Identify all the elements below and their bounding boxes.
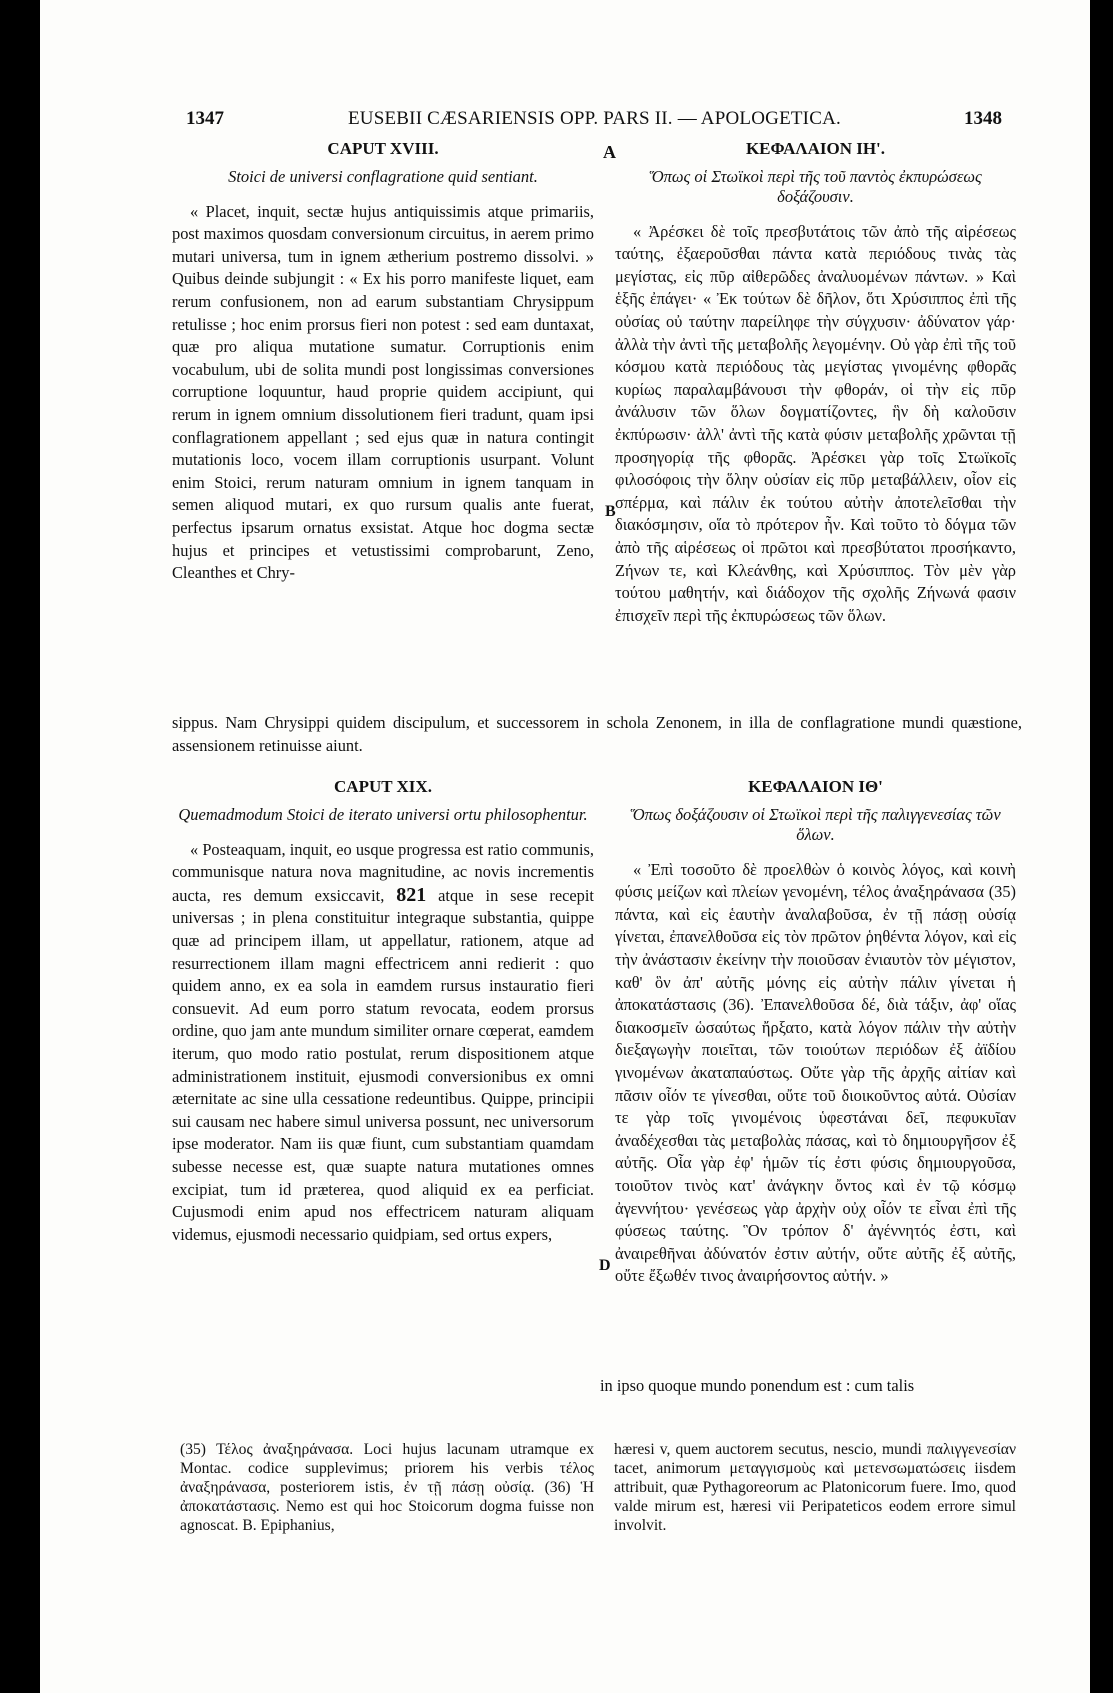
page-mark: 821 — [396, 883, 427, 906]
margin-marker-a: A — [603, 142, 616, 162]
chapter19-latin-text-a: « Posteaquam, inquit, eo usque progressa est ratio communis, communisque natura nova magnitudine, ac novis incrementis aucta, res demum exsiccavit, — [172, 839, 594, 905]
chapter19-greek-subtitle: Ὅπως δοξάζουσιν οἱ Στωϊκοὶ περὶ τῆς παλιγγενεσίας τῶν ὅλων. — [630, 804, 1001, 844]
page-number-left: 1347 — [186, 108, 224, 129]
chapter19-greek-title: ΚΕΦΑΛΑΙΟΝ ΙΘ' — [748, 777, 883, 796]
chapter18-greek-text: « Ἀρέσκει δὲ τοῖς πρεσβυτάτοις τῶν ἀπὸ τῆς αἱρέσεως ταύτης, ἐξαεροῦσθαι πάντα κατὰ περιόδους τινὰς τὰς μεγίστας, εἰς πῦρ αἰθερῶδες ἀναλυομένων πάντων. » Καὶ ἑξῆς ἐπάγει· « Ἐκ τούτων δὲ δῆλον, ὅτι Χρύσιππος ἐπὶ τῆς οὐσίας οὐ ταύτην παρείληφε τὴν σύγχυσιν· ἀδύνατον γάρ· ἀλλὰ τὴν ἀντὶ τῆς μεταβολῆς λεγομένην. Οὐ γὰρ ἐπὶ τῆς τοῦ κόσμου κατὰ περιόδους τὰς μεγίστας γινομένης φθορᾶς κυρίως παραλαμβάνουσι τὴν φθοράν, οἱ τὴν εἰς πῦρ ἀνάλυσιν τῶν ὅλων δογματίζοντες, ἣν δὴ καλοῦσιν ἐκπύρωσιν· ἀλλ' ἀντὶ τῆς κατὰ φύσιν μεταβολῆς χρῶνται τῇ προσηγορίᾳ τῆς φθορᾶς. Ἀρέσκει γὰρ τοῖς Στωϊκοῖς φιλοσόφοις τὴν ὅλην οὐσίαν εἰς πῦρ μεταβάλλειν, οἷον εἰς σπέρμα, καὶ πάλιν ἐκ τούτου αὐτὴν ἀποτελεῖσθαι τὴν διακόσμησιν, οἵα τὸ πρότερον ἦν. Καὶ τοῦτο τὸ δόγμα τῶν ἀπὸ τῆς αἱρέσεως οἱ πρῶτοι καὶ πρεσβύτατοι προσήκαντο, Ζήνων τε, καὶ Κλεάνθης, καὶ Χρύσιππος. Τὸν μὲν γὰρ τούτου μαθητήν, καὶ διάδοχον τῆς σχολῆς Ζήνωνά φασιν ἐπισχεῖν περὶ τῆς ἐκπυρώσεως τῶν ὅλων. — [615, 221, 1016, 625]
chapter18-latin-tail: sippus. Nam Chrysippi quidem discipulum, et successorem in schola Zenonem, in illa de conflagratione mundi quæstione, assensionem retinuisse aiunt. — [172, 713, 1022, 755]
chapter18-greek-subtitle: Ὅπως οἱ Στωϊκοὶ περὶ τῆς τοῦ παντὸς ἐκπυρώσεως δοξάζουσιν. — [649, 166, 982, 206]
chapter18-greek-column — [615, 138, 1016, 627]
chapter19-latin-text-b: atque in sese recepit universas ; in plena constituitur integraque substantia, quippe quæ ad principem illam, ut appellatur, rationem, atque ad resurrectionem illam magni effectricem anni redierit : quo quidem anno, ex ea sola in eamdem rursus instauratio fieri consuevit. Ad eum porro statum revocata, eodem prorsus ordine, quo jam ante mundum similiter ornare cœperat, eamdem iterum, quo modo ratio postulat, rerum dispositionem atque administrationem instituit, ejusmodi conversionibus ex omni æternitate ac sine ulla cessatione redeuntibus. Quippe, principii sui causam nec habere simul universa possunt, nec universorum ipse moderator. Nam iis quæ fiunt, cum substantiam quamdam subesse necesse est, quæ suapte natura mutationes omnes excipiat, tum id præterea, quod aliquid ex ea perficiat. Cujusmodi enim apud nos effectricem naturam aliquam videmus, ejusmodi necessario quidpiam, sed ortus expers, — [172, 885, 594, 1244]
chapter18-latin-text: « Placet, inquit, sectæ hujus antiquissimis atque primariis, post maximos quosdam conversionum circuitus, in aerem primo mutari universa, tum in ignem ætherium postremo dissolvi. » Quibus deinde subjungit : « Ex his porro manifeste liquet, eam rerum confusionem, non ad earum substantiam Chrysippum retulisse ; hoc enim prorsus fieri non potest : sed eam duntaxat, quæ pro aliqua mutatione sumatur. Corruptionis enim vocabulum, ubi de solita mundi post longissimas conversiones corruptione loquuntur, haud proprie quidem accipiunt, qui rerum in ignem omnium dissolutionem fieri tradunt, quam ipsi conflagrationem appellant ; sed ejus quæ in natura contingit mutationis loco, vocem illam corruptionis usurpant. Volunt enim Stoici, rerum naturam omnium in ignem tanquam in semen aliquod mutari, ex quo rursum qualis ante fuerat, perfectus ipsarum ornatus exsistat. Atque hoc dogma sectæ hujus et principes et vetustissimi comprobarunt, Zeno, Cleanthes et Chry- — [172, 201, 594, 583]
chapter18-greek-title: ΚΕΦΑΛΑΙΟΝ ΙΗ'. — [745, 139, 886, 158]
running-title: EUSEBII CÆSARIENSIS OPP. PARS II. — APOLOGETICA. — [348, 108, 841, 129]
chapter19-latin-text — [172, 839, 594, 1247]
margin-marker-d: D — [599, 1257, 611, 1274]
chapter19-latin-title: CAPUT XIX. — [334, 777, 432, 796]
chapter18-latin-title: CAPUT XVIII. — [327, 139, 439, 158]
chapter19-latin-column — [172, 776, 594, 1246]
chapter18-latin-subtitle: Stoici de universi conflagratione quid sentiant. — [228, 166, 538, 186]
chapter18-latin-column — [172, 138, 594, 585]
book-page — [40, 0, 1090, 1693]
chapter19-greek-column — [615, 776, 1016, 1288]
chapter19-latin-tail: in ipso quoque mundo ponendum est : cum talis — [600, 1376, 915, 1395]
chapter19-latin-subtitle: Quemadmodum Stoici de iterato universi ortu philosophentur. — [178, 804, 588, 824]
chapter19-greek-text: « Ἐπὶ τοσοῦτο δὲ προελθὼν ὁ κοινὸς λόγος, καὶ κοινὴ φύσις μείζων καὶ πλείων γενομένη, τέλος ἀναξηράνασα (35) πάντα, καὶ εἰς ἑαυτὴν ἀναλαβοῦσα, ἐν τῇ πάσῃ οὐσίᾳ γίνεται, ἐπανελθοῦσα εἰς τὸν πρῶτον ῥηθέντα λόγον, καὶ εἰς τὴν ἀνάστασιν ἐκείνην τὴν ποιοῦσαν ἐνιαυτὸν τὸν μέγιστον, καθ' ὃν ἀπ' αὐτῆς μόνης εἰς αὐτὴν πάλιν γίνεται ἡ ἀποκατάστασις (36). Ἐπανελθοῦσα δέ, διὰ τάξιν, ἀφ' οἵας διακοσμεῖν ὡσαύτως ἤρξατο, κατὰ λόγον πάλιν τὴν αὐτὴν διεξαγωγὴν ποιεῖται, τῶν τοιούτων περιόδων ἐξ ἀϊδίου γινομένων ἀκαταπαύστως. Οὔτε γὰρ τῆς ἀρχῆς αἰτίαν καὶ πᾶσιν οἷόν τε γίνεσθαι, οὔτε τοῦ διοικοῦντος αὐτά. Οὐσίαν τε γὰρ τοῖς γινομένοις ὑφεστάναι δεῖ, πεφυκυῖαν ἀναδέχεσθαι τὰς μεταβολὰς πάσας, καὶ τὸ δημιουργῆσον ἐξ αὐτῆς. Οἷα γὰρ ἐφ' ἡμῶν τίς ἐστι φύσις δημιουργοῦσα, τοιοῦτον τινὸς κατ' ἀνάγκην ὄντος καὶ ἐν τῷ κόσμῳ ἀγεννήτου· γενέσεως γὰρ ἀρχὴν οὐχ οἷόν τε εἶναι ἐπὶ τῆς φύσεως ταύτης. Ὃν τρόπον δ' ἀγέννητός ἐστι, καὶ ἀναιρεθῆναι ἀδύνατόν ἐστιν αὐτήν, οὔτε αὐτῆς ἐξ αὐτῆς, οὔτε ἔξωθέν τινος ἀναιρήσοντος αὐτήν. » — [615, 859, 1016, 1286]
footnote-left: (35) Τέλος ἀναξηράνασα. Loci hujus lacunam utramque ex Montac. codice supplevimus; priorem his verbis τέλος ἀναξηράνασα, posteriorem istis, ἐν τῇ πάσῃ οὐσίᾳ. (36) Ἡ ἀποκατάστασις. Nemo est qui hoc Stoicorum dogma fuisse non agnoscat. B. Epiphanius, — [180, 1441, 594, 1534]
margin-marker-b: B — [605, 503, 616, 520]
footnote-right: hæresi v, quem auctorem secutus, nescio, mundi παλιγγενεσίαν tacet, animorum μεταγγισμοὺς καὶ μετενσωματώσεις iisdem attribuit, quæ Pythagoreorum ac Platonicorum fuere. Imo, quod valde mirum est, hæresi vii Peripateticos eodem errore simul involvit. — [614, 1441, 1016, 1534]
page-number-right: 1348 — [964, 108, 1002, 129]
